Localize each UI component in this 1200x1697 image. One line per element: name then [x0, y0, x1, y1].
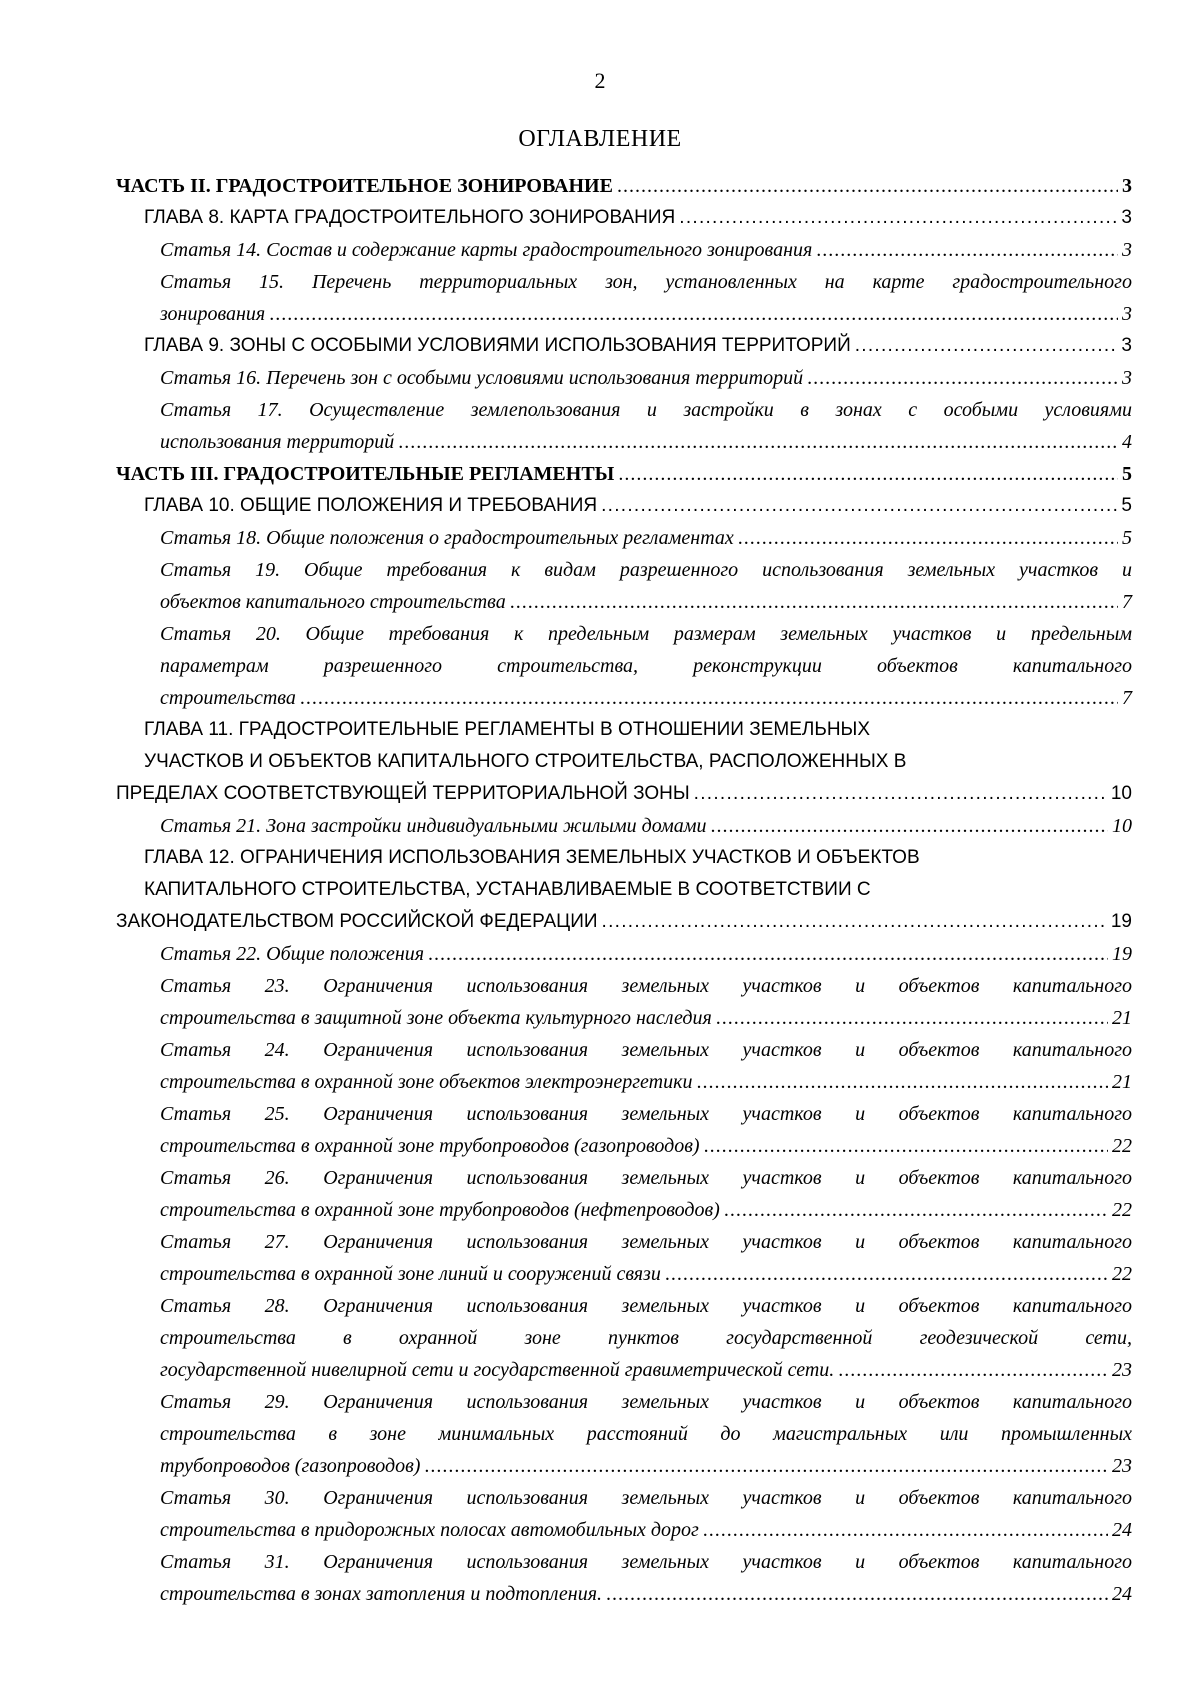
toc-entry-line: УЧАСТКОВ И ОБЪЕКТОВ КАПИТАЛЬНОГО СТРОИТЕЛЬСТВА, РАСПОЛОЖЕННЫХ В	[144, 751, 907, 772]
toc-entry[interactable]	[116, 618, 1132, 714]
leader-dots	[617, 170, 1118, 202]
toc-entry-line: строительства в зоне минимальных расстояний до магистральных или промышленных	[160, 1423, 1132, 1445]
toc-entry-page: 3	[1122, 367, 1132, 389]
leader-dots	[601, 490, 1117, 522]
toc-entry-line: ГЛАВА 11. ГРАДОСТРОИТЕЛЬНЫЕ РЕГЛАМЕНТЫ В ОТНОШЕНИИ ЗЕМЕЛЬНЫХ	[144, 719, 871, 740]
table-of-contents	[116, 170, 1132, 1610]
toc-entry[interactable]	[116, 266, 1132, 330]
toc-entry[interactable]	[116, 970, 1132, 1034]
toc-entry-page: 3	[1122, 303, 1132, 325]
leader-dots	[665, 1258, 1108, 1290]
leader-dots	[428, 938, 1108, 970]
toc-entry[interactable]	[116, 1546, 1132, 1610]
toc-entry[interactable]	[116, 202, 1132, 234]
leader-dots	[602, 906, 1107, 938]
toc-entry-title: строительства	[160, 687, 296, 709]
page-number: 2	[594, 68, 606, 93]
toc-entry[interactable]	[116, 1098, 1132, 1162]
toc-entry-page: 22	[1112, 1263, 1132, 1285]
toc-entry-page: 3	[1122, 175, 1132, 197]
toc-entry-title: строительства в охранной зоне линий и сооружений связи	[160, 1263, 661, 1285]
toc-entry-page: 3	[1121, 335, 1132, 356]
toc-entry[interactable]	[116, 714, 1132, 810]
toc-entry-title: Статья 21. Зона застройки индивидуальными жилыми домами	[160, 815, 707, 837]
leader-dots	[398, 426, 1118, 458]
toc-entry-title: трубопроводов (газопроводов)	[160, 1455, 421, 1477]
toc-entry[interactable]	[116, 1226, 1132, 1290]
toc-entry-page: 21	[1112, 1071, 1132, 1093]
leader-dots	[710, 810, 1108, 842]
toc-entry-line: КАПИТАЛЬНОГО СТРОИТЕЛЬСТВА, УСТАНАВЛИВАЕМЫЕ В СООТВЕТСТВИИ С	[144, 879, 871, 900]
toc-entry-title: строительства в зонах затопления и подтопления.	[160, 1583, 603, 1605]
toc-entry-title: строительства в защитной зоне объекта культурного наследия	[160, 1007, 712, 1029]
toc-entry[interactable]	[116, 234, 1132, 266]
toc-entry-line: Статья 20. Общие требования к предельным размерам земельных участков и предельным	[160, 623, 1132, 645]
toc-entry-line: Статья 15. Перечень территориальных зон, установленных на карте градостроительного	[160, 271, 1132, 293]
toc-entry-page: 5	[1122, 463, 1132, 485]
toc-entry-page: 4	[1122, 431, 1132, 453]
toc-entry-title: ГЛАВА 8. КАРТА ГРАДОСТРОИТЕЛЬНОГО ЗОНИРОВАНИЯ	[144, 207, 676, 228]
leader-dots	[424, 1450, 1108, 1482]
leader-dots	[269, 298, 1118, 330]
toc-title: ОГЛАВЛЕНИЕ	[518, 126, 682, 152]
toc-entry-title: строительства в охранной зоне объектов электроэнергетики	[160, 1071, 693, 1093]
leader-dots	[606, 1578, 1108, 1610]
toc-entry-title: ЧАСТЬ III. ГРАДОСТРОИТЕЛЬНЫЕ РЕГЛАМЕНТЫ	[116, 463, 615, 485]
leader-dots	[618, 458, 1118, 490]
toc-entry-page: 19	[1112, 943, 1132, 965]
toc-entry-page: 5	[1121, 495, 1132, 516]
toc-entry[interactable]	[116, 554, 1132, 618]
toc-entry[interactable]	[116, 458, 1132, 490]
toc-entry-title: использования территорий	[160, 431, 395, 453]
leader-dots	[716, 1002, 1108, 1034]
toc-entry[interactable]	[116, 362, 1132, 394]
toc-entry-line: Статья 29. Ограничения использования земельных участков и объектов капитального	[160, 1391, 1132, 1413]
toc-entry[interactable]	[116, 1482, 1132, 1546]
toc-entry-page: 24	[1112, 1583, 1132, 1605]
toc-entry-title: ГЛАВА 9. ЗОНЫ С ОСОБЫМИ УСЛОВИЯМИ ИСПОЛЬЗОВАНИЯ ТЕРРИТОРИЙ	[144, 335, 851, 356]
toc-entry[interactable]	[116, 522, 1132, 554]
toc-entry[interactable]	[116, 1290, 1132, 1386]
leader-dots	[694, 778, 1107, 810]
toc-entry-line: Статья 17. Осуществление землепользования и застройки в зонах с особыми условиями	[160, 399, 1132, 421]
toc-entry-page: 7	[1122, 591, 1132, 613]
toc-entry-page: 22	[1112, 1135, 1132, 1157]
toc-entry-page: 22	[1112, 1199, 1132, 1221]
leader-dots	[855, 330, 1118, 362]
toc-entry[interactable]	[116, 1162, 1132, 1226]
toc-entry-title: Статья 18. Общие положения о градостроительных регламентах	[160, 527, 734, 549]
toc-entry-line: ГЛАВА 12. ОГРАНИЧЕНИЯ ИСПОЛЬЗОВАНИЯ ЗЕМЕЛЬНЫХ УЧАСТКОВ И ОБЪЕКТОВ	[144, 847, 920, 868]
toc-entry[interactable]	[116, 394, 1132, 458]
toc-entry-line: Статья 28. Ограничения использования земельных участков и объектов капитального	[160, 1295, 1132, 1317]
toc-entry-line: Статья 27. Ограничения использования земельных участков и объектов капитального	[160, 1231, 1132, 1253]
toc-entry-title: Статья 14. Состав и содержание карты градостроительного зонирования	[160, 239, 813, 261]
toc-entry-title: объектов капитального строительства	[160, 591, 506, 613]
toc-entry-line: Статья 30. Ограничения использования земельных участков и объектов капитального	[160, 1487, 1132, 1509]
toc-entry[interactable]	[116, 490, 1132, 522]
toc-entry-line: Статья 26. Ограничения использования земельных участков и объектов капитального	[160, 1167, 1132, 1189]
leader-dots	[696, 1066, 1108, 1098]
leader-dots	[703, 1514, 1108, 1546]
toc-entry-page: 7	[1122, 687, 1132, 709]
toc-entry-page: 21	[1112, 1007, 1132, 1029]
toc-entry[interactable]	[116, 330, 1132, 362]
toc-entry-page: 19	[1110, 911, 1132, 932]
toc-entry[interactable]	[116, 170, 1132, 202]
toc-entry-page: 10	[1112, 815, 1132, 837]
leader-dots	[816, 234, 1118, 266]
toc-entry-page: 3	[1121, 207, 1132, 228]
toc-entry-page: 23	[1112, 1455, 1132, 1477]
leader-dots	[679, 202, 1117, 234]
leader-dots	[724, 1194, 1108, 1226]
toc-entry-title: ГЛАВА 10. ОБЩИЕ ПОЛОЖЕНИЯ И ТРЕБОВАНИЯ	[144, 495, 598, 516]
leader-dots	[704, 1130, 1108, 1162]
leader-dots	[807, 362, 1118, 394]
toc-entry-title: ЗАКОНОДАТЕЛЬСТВОМ РОССИЙСКОЙ ФЕДЕРАЦИИ	[116, 911, 598, 932]
leader-dots	[838, 1354, 1108, 1386]
toc-entry[interactable]	[116, 1034, 1132, 1098]
leader-dots	[738, 522, 1118, 554]
toc-entry-title: государственной нивелирной сети и государственной гравиметрической сети.	[160, 1359, 835, 1381]
toc-entry-page: 3	[1122, 239, 1132, 261]
toc-entry-title: строительства в придорожных полосах автомобильных дорог	[160, 1519, 699, 1541]
leader-dots	[300, 682, 1118, 714]
toc-entry-page: 10	[1110, 783, 1132, 804]
toc-entry-line: параметрам разрешенного строительства, реконструкции объектов капитального	[160, 655, 1132, 677]
toc-entry-line: Статья 19. Общие требования к видам разрешенного использования земельных участков и	[160, 559, 1132, 581]
leader-dots	[510, 586, 1118, 618]
toc-entry-title: строительства в охранной зоне трубопроводов (газопроводов)	[160, 1135, 700, 1157]
toc-entry-title: зонирования	[160, 303, 266, 325]
toc-entry-line: Статья 24. Ограничения использования земельных участков и объектов капитального	[160, 1039, 1132, 1061]
toc-entry-title: ПРЕДЕЛАХ СООТВЕТСТВУЮЩЕЙ ТЕРРИТОРИАЛЬНОЙ ЗОНЫ	[116, 783, 690, 804]
toc-entry[interactable]	[116, 810, 1132, 842]
toc-entry-line: Статья 31. Ограничения использования земельных участков и объектов капитального	[160, 1551, 1132, 1573]
toc-entry-page: 24	[1112, 1519, 1132, 1541]
toc-entry-title: ЧАСТЬ II. ГРАДОСТРОИТЕЛЬНОЕ ЗОНИРОВАНИЕ	[116, 175, 613, 197]
toc-entry-title: Статья 22. Общие положения	[160, 943, 425, 965]
toc-entry[interactable]	[116, 842, 1132, 938]
toc-entry-title: строительства в охранной зоне трубопроводов (нефтепроводов)	[160, 1199, 720, 1221]
toc-entry[interactable]	[116, 938, 1132, 970]
toc-entry-page: 5	[1122, 527, 1132, 549]
toc-entry-page: 23	[1112, 1359, 1132, 1381]
toc-entry-line: Статья 25. Ограничения использования земельных участков и объектов капитального	[160, 1103, 1132, 1125]
toc-entry-title: Статья 16. Перечень зон с особыми условиями использования территорий	[160, 367, 804, 389]
toc-entry-line: Статья 23. Ограничения использования земельных участков и объектов капитального	[160, 975, 1132, 997]
toc-entry-line: строительства в охранной зоне пунктов государственной геодезической сети,	[160, 1327, 1132, 1349]
toc-entry[interactable]	[116, 1386, 1132, 1482]
